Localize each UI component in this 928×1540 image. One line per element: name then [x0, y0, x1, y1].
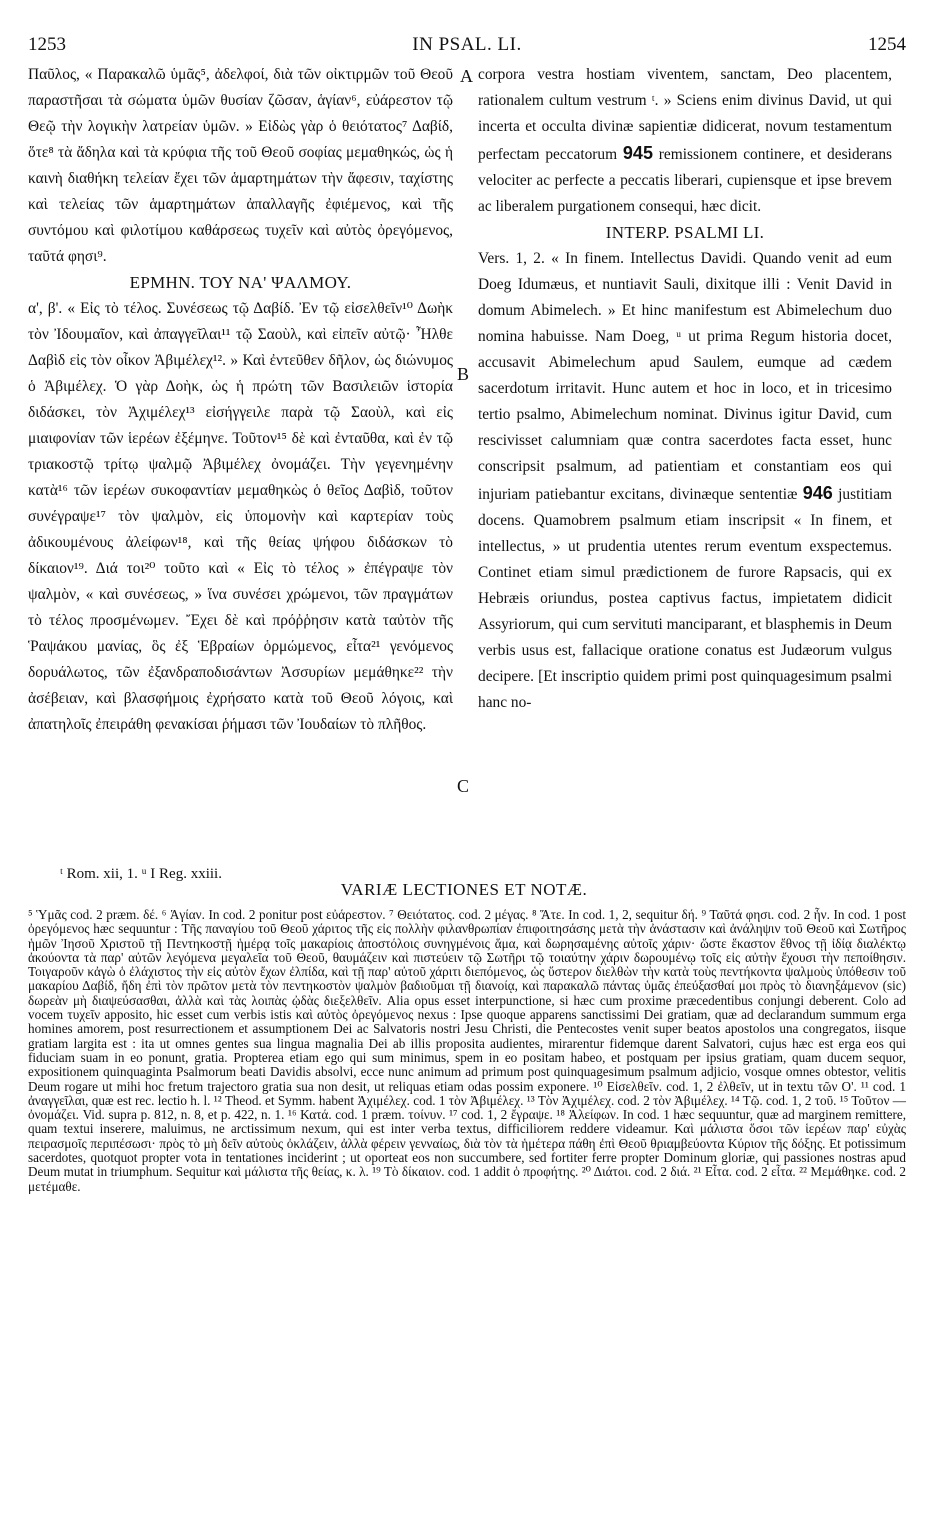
- margin-letter-c: C: [457, 776, 470, 796]
- margin-letter-b: B: [457, 364, 470, 384]
- variant-notes: [28, 908, 906, 1194]
- running-title: IN PSAL. LI.: [412, 34, 522, 55]
- greek-commentary: α', β'. « Εἰς τὸ τέλος. Συνέσεως τῷ Δαβίδ. Ἐν τῷ εἰσελθεῖν¹⁰ Δωὴκ τὸν Ἰδουμαῖον, καὶ ἀπαγγεῖλαι¹¹ τῷ Σαοὺλ, καὶ εἰπεῖν αὐτῷ· Ἦλθε Δαβὶδ εἰς τὸν οἶκον Ἀβιμέλεχ¹². » Καὶ ἐντεῦθεν δῆλον, ὡς διώνυμος ὁ Ἀβιμέλεχ. Ὁ γὰρ Δοὴκ, ὡς ἡ πρώτη τῶν Βασιλειῶν ἱστορία διδάσκει, τὸν Ἀχιμέλεχ¹³ εἰσήγγειλε παρὰ τῷ Σαοὺλ, καὶ εἰς μιαιφονίαν τῶν ἱερέων ἐξέμηνε. Τοῦτον¹⁵ δὲ καὶ ἐνταῦθα, καὶ ἐν τῷ τριακοστῷ τρίτῳ ψαλμῷ Ἀβιμέλεχ ὀνομάζει. Τὴν γεγενημένην κατὰ¹⁶ τῶν ἱερέων συκοφαντίαν μεμαθηκὼς ὁ θεῖος Δαβὶδ, τοῦτον συνέγραψε¹⁷ τὸν ψαλμὸν, εἰς ὑπομονὴν καὶ καρτερίαν τοὺς ἀδικουμένους ἀλείφων¹⁸, καὶ τῆς θείας ψήφου διδάσκων τὸ δίκαιον¹⁹. Διά τοι²⁰ τοῦτο καὶ « Εἰς τὸ τέλος » ἐπέγραψε τὸν ψαλμὸν, « καὶ συνέσεως, » ἵνα συνέσει χρώμενοι, τῶν πραγμάτων τὸ τέλος προσμένωμεν. Ἔχει δὲ καὶ πρόῤῥησιν κατὰ ταὐτὸν τῆς Ῥαψάκου μανίας, ὃς ἐξ Ἑβραίων ὁρμώμενος, εἶτα²¹ γενόμενος δορυάλωτος, τῶν ἐξανδραποδισάντων Ἀσσυρίων μεμάθηκε²² τὴν ἀσέβειαν, καὶ βλασφήμοις ἐχρήσατο κατὰ τοῦ Θεοῦ λόγοις, καὶ ἀπατηλοῖς ἐπειράθη φενακίσαι ῥήμασι τῶν Ἰουδαίων τὸ πλῆθος.: [28, 300, 453, 733]
- greek-column: [28, 62, 453, 738]
- latin-intro-text-b: remissionem continere, et desiderans velociter ac perfecte a peccatis liberari, cupiensque et ipse brevem ac liberalem purgationem consequi, hæc dicit.: [478, 146, 893, 215]
- latin-commentary: [478, 246, 892, 716]
- latin-commentary-text-a: Vers. 1, 2. « In finem. Intellectus Davidi. Quando venit ad eum Doeg Idumæus, et nuntiavit Sauli, dixitque illi : Venit David in domum Abimelech. » Et hinc manifestum est Abimelechum duo nomina habuisse. Nam Doeg, ᵘ ut prima Regum historia docet, accusavit Abimelechum apud Saulem, eumque ad cædem sacerdotum irritavit. Hunc autem et hoc in loco, et in tricesimo tertio psalmo, Abimelechum nominat. Divinus igitur David, cum rescivisset calumniam quæ contra sacerdotes facta esset, hunc conscripsit psalmum, ad patientiam et constantiam eos qui injuriam patiebantur excitans, divinæque sententiæ: [478, 250, 892, 503]
- latin-commentary-text-b: justitiam docens. Quamobrem psalmum etiam inscripsit « In finem, et intellectus, » ut prudentia utentes rerum eventum exspectemus. Continet etiam simul prædictionem de furore Rapsacis, qui ex Hebræis oriundus, postea captivus factus, impietatem didicit Assyriorum, qui cum servituti manciparant, et blasphemis in Deum verbis usus est, fallacique oratione conatus est Judæorum vulgus decipere. [Et inscriptio quidem primi post quinquagesimum psalmi hanc no-: [478, 486, 892, 711]
- column-number-946: 946: [802, 483, 833, 503]
- margin-letter-a: A: [460, 66, 473, 86]
- latin-column: [478, 62, 892, 716]
- page-header: [28, 34, 906, 60]
- latin-section-title: INTERP. PSALMI LI.: [605, 223, 765, 242]
- variant-notes-text: ⁵ Ὑμᾶς cod. 2 præm. δέ. ⁶ Ἁγίαν. In cod. 2 ponitur post εὐάρεστον. ⁷ Θειότατος. cod. 2 μέγας. ⁸ Ἅτε. In cod. 1, 2, sequitur δή. ⁹ Ταῦτά φησι. cod. 2 ἦν. In cod. 1 post ὀρεγόμενος hæc sequuntur : Τῆς παναγίου τοῦ Θεοῦ χάριτος τῆς εἰς πολλὴν φιλανθρωπίαν ἐπιφοιτησάσης μετὰ τὴν ἀνάστασιν καὶ ἀνάληψιν τοῦ Θεοῦ καὶ Σωτῆρος ἡμῶν Ἰησοῦ Χριστοῦ τῇ Πεντηκοστῇ ἡμέρᾳ τοῖς μακαρίοις ἀποστόλοις συνηγμένοις ἅμα, καὶ δωρησαμένης αὐτοῖς χάριν· ὥστε ἕκαστον ἔθνος τῇ ἰδίᾳ διαλέκτῳ ἀκούοντα τὰ παρ' αὐτῶν λεγόμενα μεγαλεῖα τοῦ Θεοῦ, θαυμάζειν καὶ πιστεύειν τῷ Σωτῆρι τῷ τοιαύτην χάριν δωρουμένῳ τοῖς εἰς αὐτὴν ἔχουσι τὴν πεποίθησιν. Τοιγαροῦν κἀγὼ ὁ ἐλάχιστος τὴν εἰς αὐτὸν ἔχων ἐλπίδα, καὶ τῇ παρ' αὐτοῦ χάριτι διεπόμενος, ὡς ὕστερον διελθὼν τὴν κατὰ τοὺς πεντήκοντα ψαλμοὺς ὑπόθεσιν τοῦ μακαρίου Δαβίδ, ἤδη ἐπὶ τὸν πρῶτον μετὰ τὸν πεντηκοστὸν ψαλμὸν βαδιοῦμαι τῇ διανοίᾳ, καὶ παρακαλῶ πάντας ὑμᾶς ἐπεύξασθαί μοι πρὸς τὸ διανηξάμενον (sic) δωρεὰν μὴ διαψεύσασθαι, ἀλλὰ καὶ τὰς λοιπὰς ᾠδὰς διεξελθεῖν. Alia opus esset interpunctione, si hæc cum proxime præcedentibus conjungi deberent. Colo ad vocem τυχεῖν apposito, hic esset cum verbis istis καὶ αὐτὸς ὀρεγόμενος nexus : Ipse quoque apparens sanctissimi Dei gratiam, quæ ad declarandum summum erga homines amorem, post resurrectionem et assumptionem Dei ac Salvatoris nostri Jesu Christi, die Pentecostes venit super beatos apostolos una congregatos, iisque gratiam largita est : ita ut omnes gentes sua lingua magnalia Dei ab illis proposita audientes, mirarentur fidemque darent Salvatori, cujus hæc est erga eos qui fiduciam suam in eo ponunt, gratia. Propterea etiam ego qui sum minimus, spem in eo positam habeo, et postquam per ipsius gratiam, quam ducem sequor, expositionem quinquaginta Psalmorum beati Davidis absolvi, ecce nunc animum ad primum post quinquagesimum psalmum adjicio, vosque omnes obtestor, velitis Deum rogare ut mihi hoc fretum trajectoro gratia sua non desit, ut reliquas etiam odas possim exponere. ¹⁰ Εἰσελθεῖν. cod. 1, 2 ἐλθεῖν, ut in textu τῶν Ο'. ¹¹ cod. 1 ἀναγγεῖλαι, quæ est rec. lectio h. l. ¹² Theod. et Symm. habent Ἀχιμέλεχ. cod. 1 τὸν Ἀβιμέλεχ. ¹³ Τὸν Ἀχιμέλεχ. cod. 2 τὸν Ἀβιμέλεχ. ¹⁴ Τῷ. cod. 1, 2 τοῦ. ¹⁵ Τοῦτον — ὀνομάζει. Vid. supra p. 812, n. 8, et p. 422, n. 1. ¹⁶ Κατά. cod. 1 præm. τοίνυν. ¹⁷ cod. 1, 2 ἔγραψε. ¹⁸ Ἀλείφων. In cod. 1 hæc sequuntur, quæ ad marginem remittere, quam textui inserere, maluimus, ne arctissimum nexum, qui est inter verba textus, difficiliorem reddere videamur. Καὶ μάλιστα ὅσοι τῶν ἱερέων παρ' εὐχὰς πειρασμοῖς περιπέσωσι· πρὸς τὸ μὴ δεῖν αὐτοὺς ὀκλάζειν, ἀλλὰ φέρειν γενναίως, διὰ τὸν τὰ ἡμέτερα πάθη ἐπὶ Θεοῦ θριαμβεύοντα Κύριον τῆς δόξης. Et potissimum sacerdotes, quotquot propter vota in tentationes inciderint ; ut oporteat eos non succumbere, sed fortiter ferre propter Dominum gloriæ, qui passiones nostras apud Deum mutat in triumphum. Sequitur καὶ μάλιστα τῆς θείας, κ. λ. ¹⁹ Τὸ δίκαιον. cod. 1 addit ὁ προφήτης. ²⁰ Διάτοι. cod. 2 διά. ²¹ Εἶτα. cod. 2 εἶτα. ²² Μεμάθηκε. cod. 2 μετέμαθε.: [28, 907, 906, 1194]
- left-page-number: 1253: [28, 34, 66, 55]
- greek-intro: Παῦλος, « Παρακαλῶ ὑμᾶς⁵, ἀδελφοί, διὰ τῶν οἰκτιρμῶν τοῦ Θεοῦ παραστῆσαι τὰ σώματα ὑμῶν θυσίαν ζῶσαν, ἁγίαν⁶, εὐάρεστον τῷ Θεῷ τὴν λογικὴν λατρείαν ὑμῶν. » Εἰδὼς γὰρ ὁ θειότατος⁷ Δαβίδ, ὅτε⁸ τὰ ἄδηλα καὶ τὰ κρύφια τῆς τοῦ Θεοῦ σοφίας μεμαθηκώς, ὡς ἡ καινὴ διαθήκη τελείαν ἔχει τῶν ἁμαρτημάτων τὴν ἄφεσιν, ταχίστης καὶ τελείας τῶν ἁμαρτημάτων ἀπαλλαγῆς ἐφιέμενος, καὶ τῆς συντόμου καὶ φιλοτίμου καθάρσεως τυχεῖν καὶ αὐτὸς ὀρεγόμενος, ταῦτά φησι⁹.: [28, 66, 453, 265]
- greek-section-title: ΕΡΜΗΝ. ΤΟΥ ΝΑ' ΨΑΛΜΟΥ.: [129, 273, 352, 292]
- notes-title: VARIÆ LECTIONES ET NOTÆ.: [340, 880, 588, 899]
- scripture-footnote: ᵗ Rom. xii, 1. ᵘ I Reg. xxiii.: [60, 866, 222, 882]
- latin-intro-text-a: corpora vestra hostiam viventem, sanctam, Deo placentem, rationalem cultum vestrum ᵗ. » Sciens enim divinus David, ut qui incerta et occulta divinæ sapientiæ didicerat, novum testamentum perfectam peccatorum: [478, 66, 892, 163]
- latin-intro: [478, 62, 892, 220]
- right-page-number: 1254: [868, 34, 906, 55]
- column-number-945: 945: [622, 143, 653, 163]
